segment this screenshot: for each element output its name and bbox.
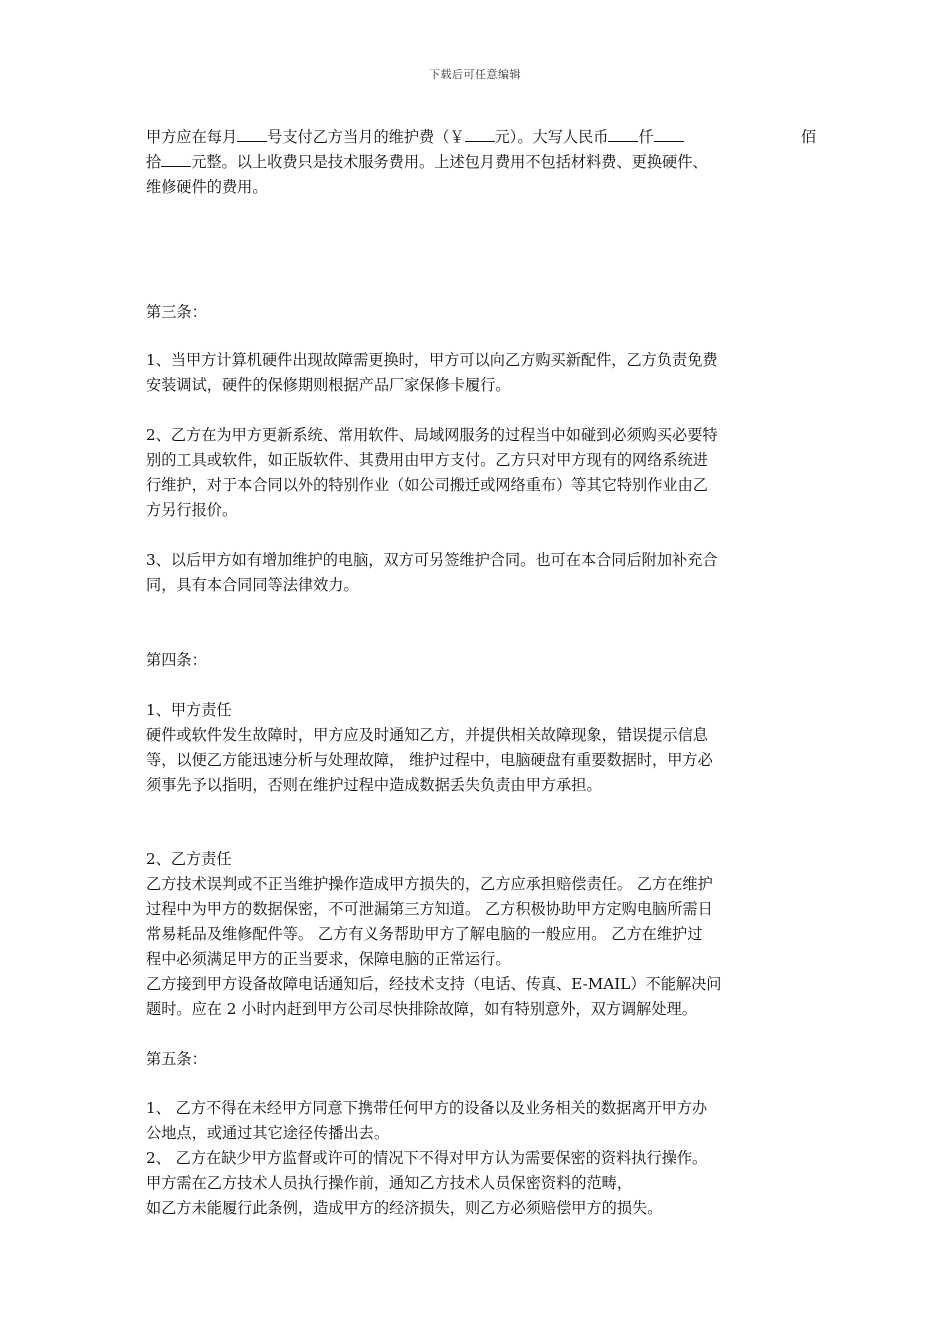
article-5-line: 公地点，或通过其它途径传播出去。 xyxy=(146,1124,389,1142)
party-b-line: 常易耗品及维修配件等。 乙方有义务帮助甲方了解电脑的一般应用。 乙方在维护过 xyxy=(146,925,703,943)
article-5-line: 2、 乙方在缺少甲方监督或许可的情况下不得对甲方认为需要保密的资料执行操作。 xyxy=(146,1149,708,1167)
payment-line-1 xyxy=(146,125,816,150)
article-4-party-b-responsibility xyxy=(146,847,816,1022)
party-b-line: 程中必须满足甲方的正当要求，保障电脑的正常运行。 xyxy=(146,950,511,968)
payment-line2-text-2: 元整。以上收费只是技术服务费用。上述包月费用不包括材料费、更换硬件、 xyxy=(191,153,708,171)
day-blank xyxy=(237,127,267,142)
party-b-line: 乙方接到甲方设备故障电话通知后，经技术支持（电话、传真、E-MAIL）不能解决问 xyxy=(146,975,722,993)
article-5-line: 甲方需在乙方技术人员执行操作前，通知乙方技术人员保密资料的范畴， xyxy=(146,1174,632,1192)
article-3-clause-3-line: 3、以后甲方如有增加维护的电脑，双方可另签维护合同。也可在本合同后附加补充合 xyxy=(146,551,718,569)
payment-line-3: 维修硬件的费用。 xyxy=(146,178,268,196)
payment-line2-text-1: 拾 xyxy=(146,153,162,171)
article-5-heading: 第五条： xyxy=(146,1050,207,1068)
article-3-clause-1 xyxy=(146,348,816,398)
party-a-line: 须事先予以指明，否则在维护过程中造成数据丢失负责由甲方承担。 xyxy=(146,776,602,794)
article-3-clause-1-line: 1、当甲方计算机硬件出现故障需更换时，甲方可以向乙方购买新配件，乙方负责免费 xyxy=(146,351,718,369)
party-a-line: 等，以便乙方能迅速分析与处理故障， 维护过程中，电脑硬盘有重要数据时，甲方必 xyxy=(146,751,713,769)
party-b-line: 过程中为甲方的数据保密，不可泄漏第三方知道。 乙方积极协助甲方定购电脑所需日 xyxy=(146,900,713,918)
article-3-clause-2-line: 方另行报价。 xyxy=(146,501,238,519)
payment-text-3: 元）。大写人民币 xyxy=(494,128,609,146)
payment-line-2 xyxy=(146,150,816,175)
article-3-clause-2-line: 别的工具或软件，如正版软件、其费用由甲方支付。乙方只对甲方现有的网络系统进 xyxy=(146,451,708,469)
payment-text-1: 甲方应在每月 xyxy=(146,128,238,146)
page-header-note: 下载后可任意编辑 xyxy=(429,68,521,81)
thousands-blank xyxy=(608,127,638,142)
article-3-clause-3 xyxy=(146,548,816,598)
payment-text-5: 佰 xyxy=(800,128,816,146)
article-3-clause-2 xyxy=(146,423,816,523)
tens-blank xyxy=(161,152,191,167)
amount-blank xyxy=(465,127,495,142)
article-4-heading: 第四条： xyxy=(146,651,207,669)
article-3-heading: 第三条： xyxy=(146,303,207,321)
payment-text-4: 仟 xyxy=(638,128,654,146)
party-b-title: 2、乙方责任 xyxy=(146,850,232,868)
article-5-line: 1、 乙方不得在未经甲方同意下携带任何甲方的设备以及业务相关的数据离开甲方办 xyxy=(146,1099,708,1117)
article-3-clause-3-line: 同，具有本合同同等法律效力。 xyxy=(146,576,359,594)
party-b-line: 题时。应在 2 小时内赶到甲方公司尽快排除故障，如有特别意外，双方调解处理。 xyxy=(146,1000,697,1018)
article-3-clause-2-line: 2、乙方在为甲方更新系统、常用软件、局域网服务的过程当中如碰到必须购买必要特 xyxy=(146,426,718,444)
payment-paragraph xyxy=(146,125,816,200)
article-3-clause-2-line: 行维护，对于本合同以外的特别作业（如公司搬迁或网络重布）等其它特别作业由乙 xyxy=(146,476,708,494)
article-3-clause-1-line: 安装调试，硬件的保修期则根据产品厂家保修卡履行。 xyxy=(146,376,511,394)
hundreds-blank xyxy=(654,127,684,142)
article-5-line: 如乙方未能履行此条例，造成甲方的经济损失，则乙方必须赔偿甲方的损失。 xyxy=(146,1199,663,1217)
party-a-title: 1、甲方责任 xyxy=(146,701,232,719)
party-b-line: 乙方技术误判或不正当维护操作造成甲方损失的，乙方应承担赔偿责任。 乙方在维护 xyxy=(146,875,713,893)
article-5-body xyxy=(146,1096,816,1221)
article-4-party-a-responsibility xyxy=(146,698,816,798)
payment-text-2: 号支付乙方当月的维护费（￥ xyxy=(267,128,465,146)
party-a-line: 硬件或软件发生故障时，甲方应及时通知乙方，并提供相关故障现象，错误提示信息 xyxy=(146,726,708,744)
